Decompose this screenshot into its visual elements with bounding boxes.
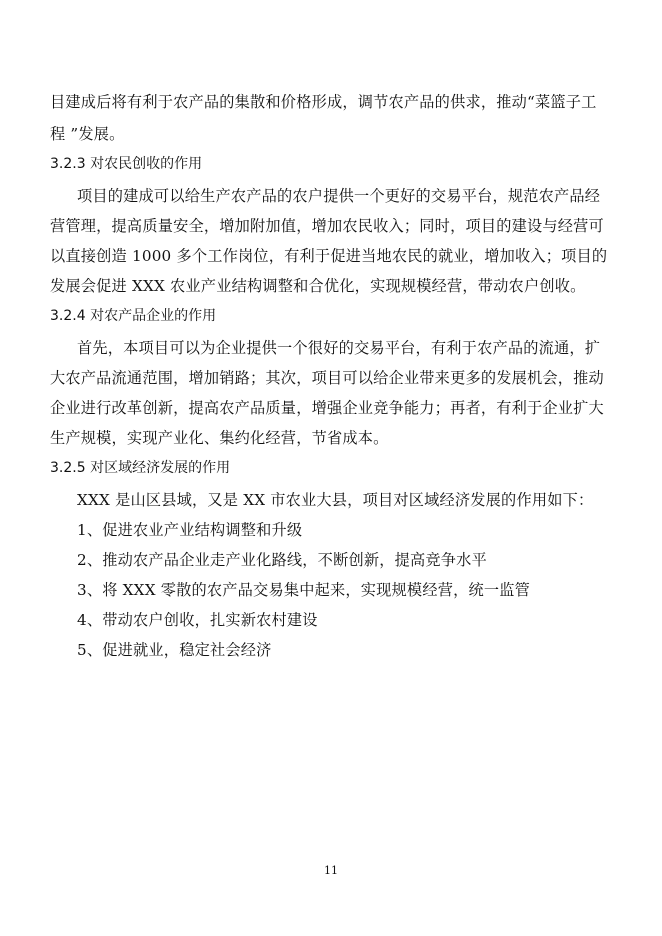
paragraph-line: 发展会促进 XXX 农业产业结构调整和合优化，实现规模经营，带动农户创收。 — [50, 277, 586, 295]
list-item: 4、带动农户创收，扎实新农村建设 — [77, 611, 318, 629]
paragraph-line: 首先，本项目可以为企业提供一个很好的交易平台，有利于农产品的流通，扩 — [77, 339, 601, 357]
list-item: 1、促进农业产业结构调整和升级 — [77, 521, 303, 539]
list-item: 5、促进就业，稳定社会经济 — [77, 641, 272, 659]
paragraph-line: 企业进行改革创新，提高农产品质量，增强企业竞争能力；再者，有利于企业扩大 — [50, 399, 604, 417]
paragraph-line: XXX 是山区县域，又是 XX 市农业大县，项目对区域经济发展的作用如下： — [77, 491, 594, 509]
section-heading: 3.2.3 对农民创收的作用 — [50, 156, 203, 172]
list-item: 3、将 XXX 零散的农产品交易集中起来，实现规模经营，统一监管 — [77, 581, 531, 599]
paragraph-line: 项目的建成可以给生产农产品的农户提供一个更好的交易平台，规范农产品经 — [77, 187, 601, 205]
list-item: 2、推动农产品企业走产业化路线，不断创新，提高竞争水平 — [77, 551, 487, 569]
paragraph-line: 生产规模，实现产业化、集约化经营，节省成本。 — [50, 429, 389, 447]
paragraph-line: 大农产品流通范围，增加销路；其次，项目可以给企业带来更多的发展机会，推动 — [50, 369, 604, 387]
paragraph-line: 目建成后将有利于农产品的集散和价格形成，调节农产品的供求，推动“菜篮子工 — [50, 93, 597, 111]
section-heading: 3.2.5 对区域经济发展的作用 — [50, 460, 231, 476]
paragraph-line: 营管理，提高质量安全，增加附加值，增加农民收入；同时，项目的建设与经营可 — [50, 217, 604, 235]
section-heading: 3.2.4 对农产品企业的作用 — [50, 308, 217, 324]
page-number: 11 — [324, 864, 338, 877]
paragraph-line: 以直接创造 1000 多个工作岗位，有利于促进当地农民的就业，增加收入；项目的 — [50, 247, 608, 265]
paragraph-line: 程 ”发展。 — [50, 125, 125, 143]
